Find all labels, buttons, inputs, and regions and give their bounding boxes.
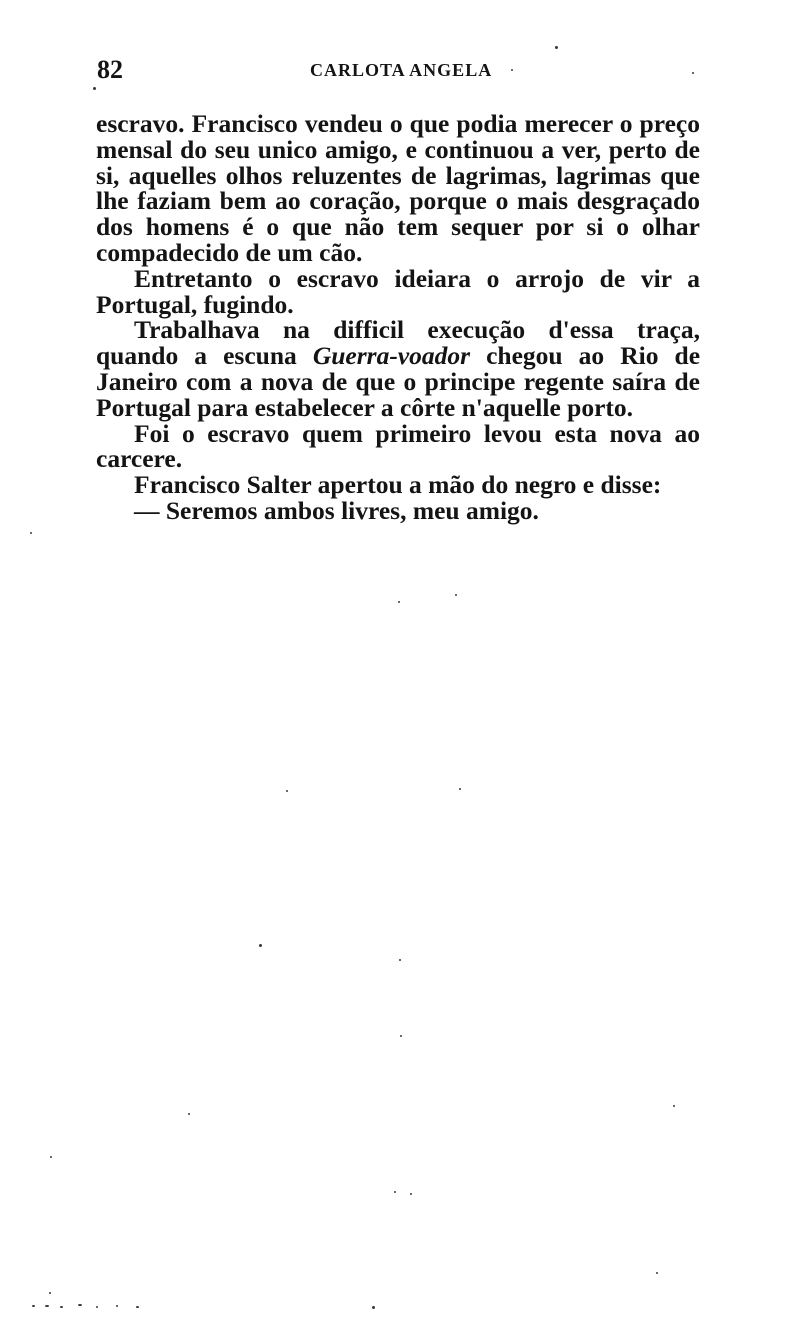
paragraph-4: Foi o escravo quem primeiro levou esta nova ao carcere. [96,418,700,474]
scan-speck [286,790,288,792]
scan-speck [78,1304,82,1306]
scan-speck [511,69,513,71]
scan-speck [555,46,558,49]
scan-speck [136,1306,139,1308]
scan-speck [93,87,96,90]
scan-speck [673,1105,675,1107]
scan-speck [400,1035,402,1037]
scan-speck [455,594,457,596]
scan-speck [656,1272,658,1274]
paragraph-3-end: chegou ao Rio de Janeiro com a nova de que o principe regente saíra de Portugal para estabelecer a côrte n'aquelle porto. [96,341,701,422]
scan-speck [116,1305,118,1307]
paragraph-1: escravo. Francisco vendeu o que podia merecer o preço mensal do seu unico amigo, e continuou a ver, perto de si, aquelles olhos reluzentes de lagrimas, lagrimas que lhe faziam bem ao coração, porque o mais desgraçado dos homens é o que não tem sequer por si o olhar compadecido de um cão. [96,109,700,267]
scan-speck [399,959,401,961]
scan-speck [398,601,400,603]
paragraph-5: Francisco Salter apertou a mão do negro e disse: [134,470,662,500]
running-title: CARLOTA ANGELA [310,60,493,80]
scan-speck [50,1156,52,1158]
scan-speck [60,1306,63,1308]
scan-speck [459,788,461,790]
scan-speck [394,1191,396,1193]
page-number: 82 [97,55,123,84]
scan-speck [692,72,694,74]
scan-speck [410,1193,412,1195]
paragraph-3 [96,317,700,420]
scan-speck [188,1113,190,1115]
scan-speck [49,1292,51,1294]
paragraph-6: — Seremos ambos livres, meu amigo. [134,495,539,525]
page-header [97,55,697,87]
scan-speck [96,1306,98,1308]
paragraph-2: Entretanto o escravo ideiara o arrojo de vir a Portugal, fugindo. [96,263,700,319]
scan-speck [372,1306,375,1309]
scan-speck [30,532,32,534]
scan-speck [45,1305,49,1307]
paragraph-3-start: Trabalhava na difficil execução d'essa traça, quando a escuna [96,315,700,371]
body-text [96,111,700,524]
ship-name: Guerra-voador [312,341,471,371]
scan-speck [259,944,262,947]
scan-speck [32,1305,35,1307]
